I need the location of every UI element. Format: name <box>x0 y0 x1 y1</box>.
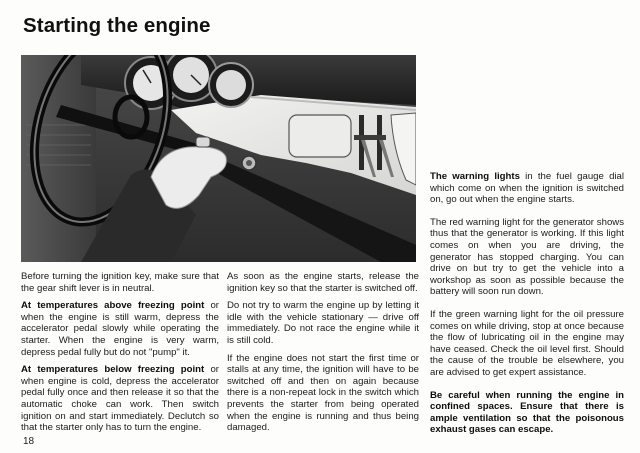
left-column <box>21 271 219 440</box>
paragraph-oil-pressure-light: If the green warning light for the oil pressure comes on while driving, stop at once because the flow of lubricating oil in the engine may have ceased. Check the oil level first. Should the cause of the trouble be elsewhere, you are advised to get expert assistance. <box>430 308 624 378</box>
paragraph-above-freezing: At temperatures above freezing point or when the engine is still warm, depress the accelerator pedal slowly while operating the starter. When the engine is very warm, depress pedal fully but do not "pump" it. <box>21 300 219 358</box>
ashtray-panel <box>289 115 351 157</box>
heading-above-freezing: At temperatures above freezing point <box>21 300 205 312</box>
paragraph-confined-spaces-warning: Be careful when running the engine in confined spaces. Ensure that there is ample ventilation so that the poisonous exhaust gases can escape. <box>430 389 624 436</box>
page-number: 18 <box>23 436 35 447</box>
ignition-photo <box>21 55 416 262</box>
page-title: Starting the engine <box>23 14 211 37</box>
paragraph-warning-lights: The warning lights in the fuel gauge dial which come on when the ignition is switched on, go out when the engine starts. <box>430 171 624 206</box>
paragraph-gear-neutral: Before turning the ignition key, make sure that the gear shift lever is in neutral. <box>21 271 219 294</box>
instrument-gauges <box>125 55 253 109</box>
middle-column <box>227 271 419 440</box>
paragraph-warm-up: Do not try to warm the engine up by letting it idle with the vehicle stationary — drive off immediately. Do not race the engine while it is still cold. <box>227 300 419 346</box>
ignition-key <box>196 137 210 147</box>
dashboard-illustration <box>21 55 416 262</box>
heading-below-freezing: At temperatures below freezing point <box>21 364 205 376</box>
paragraph-non-repeat-lock: If the engine does not start the first time or stalls at any time, the ignition will have to be switched off and then on again because there is a non-repeat lock in the switch which prevents the starter from being operated when the engine is running and thus being damaged. <box>227 352 419 434</box>
heading-warning-lights: The warning lights <box>430 171 520 182</box>
paragraph-generator-light: The red warning light for the generator shows thus that the generator is working. If this light comes on when you are driving, the generator has stopped charging. You can drive on but try to get the vehicle into a workshop as soon as possible because the battery will soon run down. <box>430 216 624 298</box>
paragraph-below-freezing: At temperatures below freezing point or when engine is cold, depress the accelerator pedal fully once and then release it so that the automatic choke can work. Then switch ignition on and start immediately. Declutch so that the starter only has to turn the engine. <box>21 364 219 434</box>
paragraph-release-key: As soon as the engine starts, release the ignition key so that the starter is switched off. <box>227 271 419 294</box>
right-column <box>430 171 624 447</box>
